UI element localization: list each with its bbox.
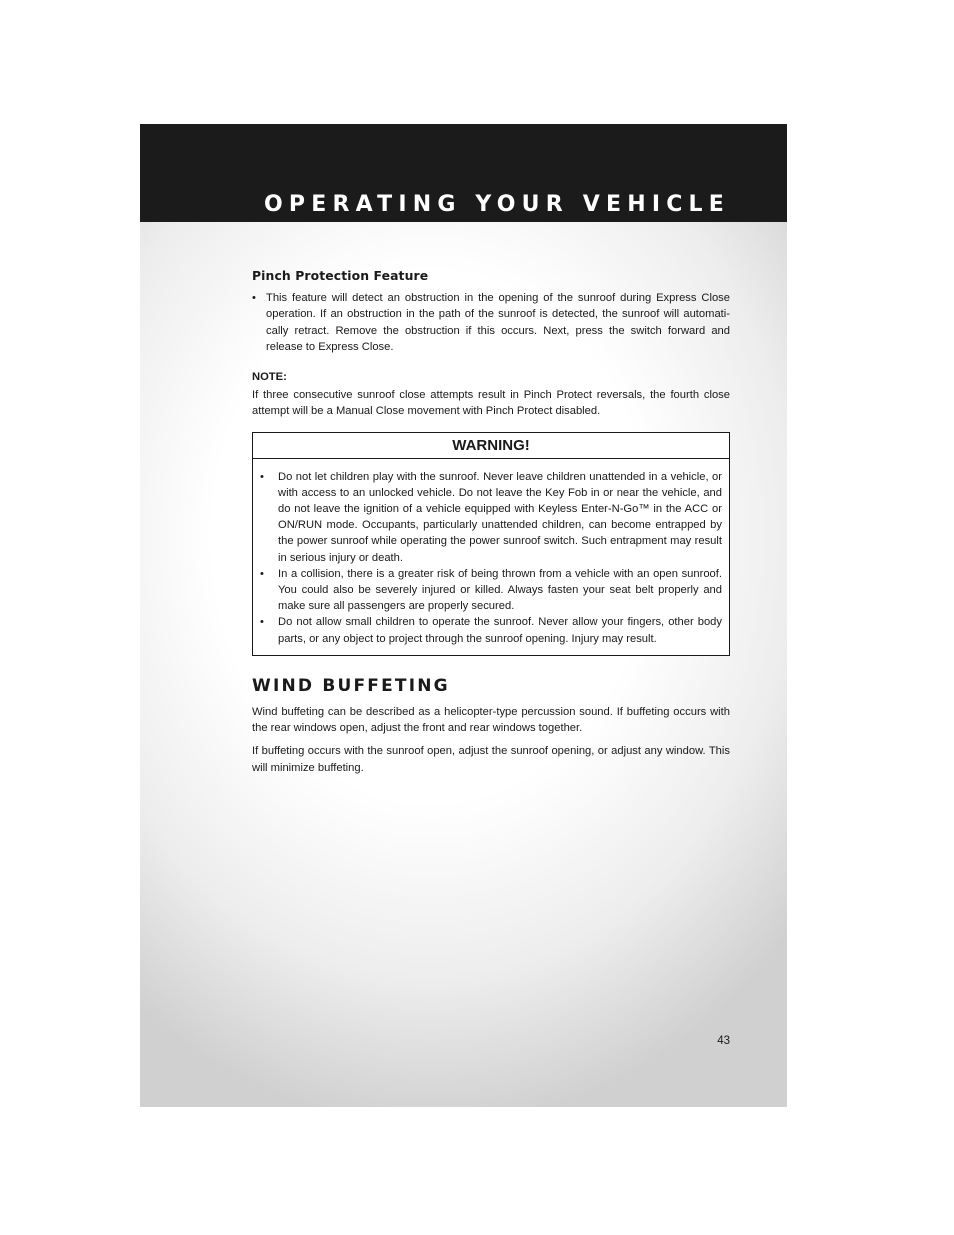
list-item-text: Do not let children play with the sunroof. Never leave children unattended in a vehicle, or with access to an unlocked vehicle. Do not leave the Key Fob in or near the vehicle, and do not leave the ignition of a vehicle equipped with Keyless Enter-N-Go™ in the ACC or ON/RUN mode. Occupants, particularly unattended children, can become entrapped by the power sunroof while operating the power sunroof switch. Such entrapment may result in serious injury or death.: [278, 470, 722, 564]
wind-buffeting-heading: WIND BUFFETING: [252, 675, 450, 696]
list-item: [260, 614, 722, 646]
note-text: If three consecutive sunroof close attempts result in Pinch Protect reversals, the fourth close attempt will be a Manual Close movement with Pinch Protect disabled.: [252, 389, 730, 418]
bullet-icon: •: [252, 292, 256, 305]
page-content: [252, 268, 730, 783]
note-label: NOTE:: [252, 371, 287, 384]
bullet-icon: •: [260, 616, 264, 629]
list-item-text: This feature will detect an obstruction in the opening of the sunroof during Express Close operation. If an obstruction in the path of the sunroof is detected, the sunroof will automati- cally retract. Remove the obstruction if this occurs. Next, press the switch forward and release to Express Close.: [266, 292, 730, 353]
bullet-icon: •: [260, 470, 264, 483]
pinch-bullet-list: [252, 290, 730, 355]
header-band: [140, 124, 787, 222]
bullet-icon: •: [260, 567, 264, 580]
wind-paragraph: If buffeting occurs with the sunroof open, adjust the sunroof opening, or adjust any window. This will minimize buffeting.: [252, 745, 730, 774]
warning-title: WARNING!: [253, 433, 729, 459]
list-item: [260, 469, 722, 566]
list-item: [252, 290, 730, 355]
warning-bullet-list: [260, 469, 722, 647]
page-number: 43: [717, 1035, 730, 1047]
wind-paragraph: Wind buffeting can be described as a helicopter-type percussion sound. If buffeting occurs with the rear windows open, adjust the front and rear windows together.: [252, 706, 730, 735]
warning-body: [253, 459, 729, 655]
list-item: [260, 566, 722, 615]
list-item-text: In a collision, there is a greater risk of being thrown from a vehicle with an open sunroof. You could also be severely injured or killed. Always fasten your seat belt properly and make sure all passengers are properly secured.: [278, 567, 722, 613]
manual-page: [140, 124, 787, 1107]
pinch-protection-heading: Pinch Protection Feature: [252, 268, 429, 283]
list-item-text: Do not allow small children to operate the sunroof. Never allow your fingers, other body parts, or any object to project through the sunroof opening. Injury may result.: [278, 616, 722, 645]
warning-box: [252, 432, 730, 656]
chapter-title: OPERATING YOUR VEHICLE: [264, 192, 730, 217]
